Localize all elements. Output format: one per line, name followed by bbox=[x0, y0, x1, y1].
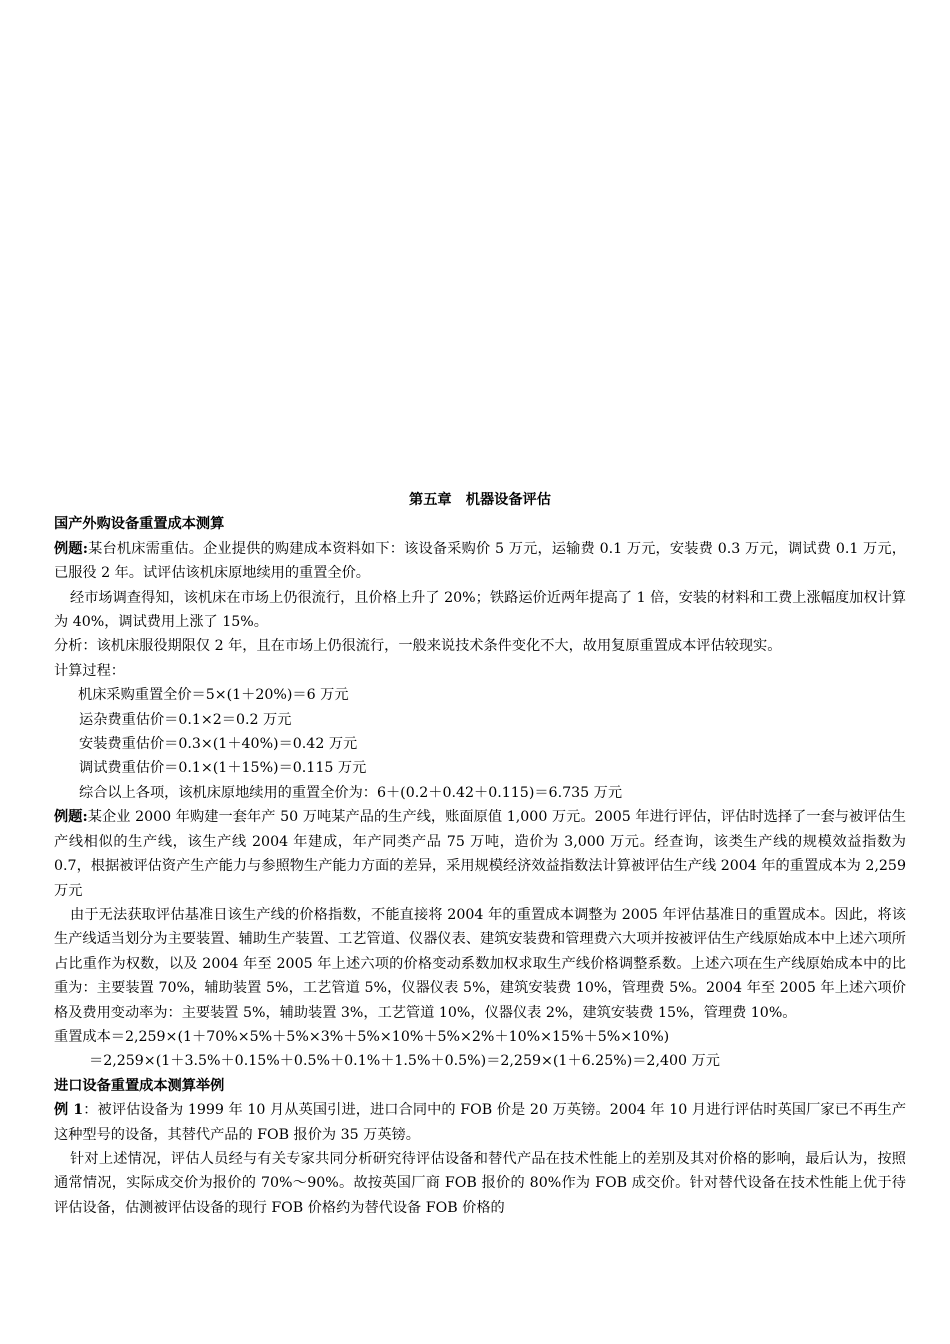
calc-line: 调试费重估价＝0.1×(1＋15%)＝0.115 万元 bbox=[79, 760, 367, 777]
example-label: 例 1 bbox=[54, 1102, 84, 1119]
formula-line-2: ＝2,259×(1＋3.5%＋0.15%＋0.5%＋0.1%＋1.5%＋0.5%)＝2,259×(1＋6.25%)＝2,400 万元 bbox=[89, 1053, 720, 1070]
example-text: ：被评估设备为 1999 年 10 月从英国引进，进口合同中的 FOB 价是 20 万英镑。2004 年 10 月进行评估时英国厂家已不再生产这种型号的设备，其替代产品的 FOB 报价为 35 万英镑。 bbox=[54, 1102, 907, 1143]
calc-line: 综合以上各项，该机床原地续用的重置全价为：6＋(0.2＋0.42＋0.115)＝6.735 万元 bbox=[79, 784, 623, 801]
example-label: 例题: bbox=[54, 540, 88, 557]
analysis-paragraph: 分析：该机床服役期限仅 2 年，且在市场上仍很流行，一般来说技术条件变化不大，故用复原重置成本评估较现实。 bbox=[54, 638, 782, 655]
example-1 bbox=[54, 537, 906, 586]
section-heading-import: 进口设备重置成本测算举例 bbox=[54, 1077, 225, 1094]
calc-line: 安装费重估价＝0.3×(1＋40%)＝0.42 万元 bbox=[79, 736, 358, 753]
calc-title: 计算过程： bbox=[54, 662, 125, 679]
adjustment-paragraph: 由于无法获取评估基准日该生产线的价格指数，不能直接将 2004 年的重置成本调整为 2005 年评估基准日的重置成本。因此，将该生产线适当划分为主要装置、辅助生产装置、工艺管道、仪器仪表、建筑安装费和管理费六大项并按被评估生产线原始成本中上述六项所占比重作为权数，以及 2004 年至 2005 年上述六项的价格变动系数加权求取生产线价格调整系数。上述六项在生产线原始成本中的比重为：主要装置 70%，辅助装置 5%，工艺管道 5%，仪器仪表 5%，建筑安装费 10%，管理费 5%。2004 年至 2005 年上述六项价格及费用变动率为：主要装置 5%，辅助装置 3%，工艺管道 10%，仪器仪表 2%，建筑安装费 15%，管理费 10%。 bbox=[54, 906, 906, 1021]
example-2 bbox=[54, 805, 906, 903]
example-label: 例题: bbox=[54, 809, 88, 826]
calc-line: 机床采购重置全价＝5×(1＋20%)＝6 万元 bbox=[78, 687, 349, 704]
survey-paragraph: 经市场调查得知，该机床在市场上仍很流行，且价格上升了 20%；铁路运价近两年提高了 1 倍，安装的材料和工费上涨幅度加权计算为 40%，调试费用上涨了 15%。 bbox=[54, 589, 906, 631]
example-text: 某台机床需重估。企业提供的购建成本资料如下：该设备采购价 5 万元，运输费 0.1 万元，安装费 0.3 万元，调试费 0.1 万元，已服役 2 年。试评估该机床原地续用的重置全价。 bbox=[54, 540, 906, 582]
example-text: 某企业 2000 年购建一套年产 50 万吨某产品的生产线，账面原值 1,000 万元。2005 年进行评估，评估时选择了一套与被评估生产线相似的生产线，该生产线 2004 年建成，年产同类产品 75 万吨，造价为 3,000 万元。经查询，该类生产线的规模效益指数为 0.7，根据被评估资产生产能力与参照物生产能力方面的差异，采用规模经济效益指数法计算被评估生产线 2004 年的重置成本为 2,259 万元 bbox=[54, 809, 906, 899]
example-3 bbox=[54, 1098, 906, 1147]
calc-line: 运杂费重估价＝0.1×2＝0.2 万元 bbox=[79, 711, 292, 728]
section-heading-domestic: 国产外购设备重置成本测算 bbox=[54, 516, 225, 533]
document-body bbox=[54, 488, 906, 1220]
import-analysis-paragraph: 针对上述情况，评估人员经与有关专家共同分析研究待评估设备和替代产品在技术性能上的差别及其对价格的影响，最后认为，按照通常情况，实际成交价为报价的 70%～90%。故按英国厂商 FOB 报价的 80%作为 FOB 成交价。针对替代设备在技术性能上优于待评估设备，估测被评估设备的现行 FOB 价格约为替代设备 FOB 价格的 bbox=[54, 1150, 906, 1216]
chapter-title: 第五章 机器设备评估 bbox=[409, 492, 551, 508]
formula-line-1: 重置成本＝2,259×(1＋70%×5%＋5%×3%＋5%×10%＋5%×2%＋10%×15%＋5%×10%) bbox=[54, 1028, 670, 1045]
